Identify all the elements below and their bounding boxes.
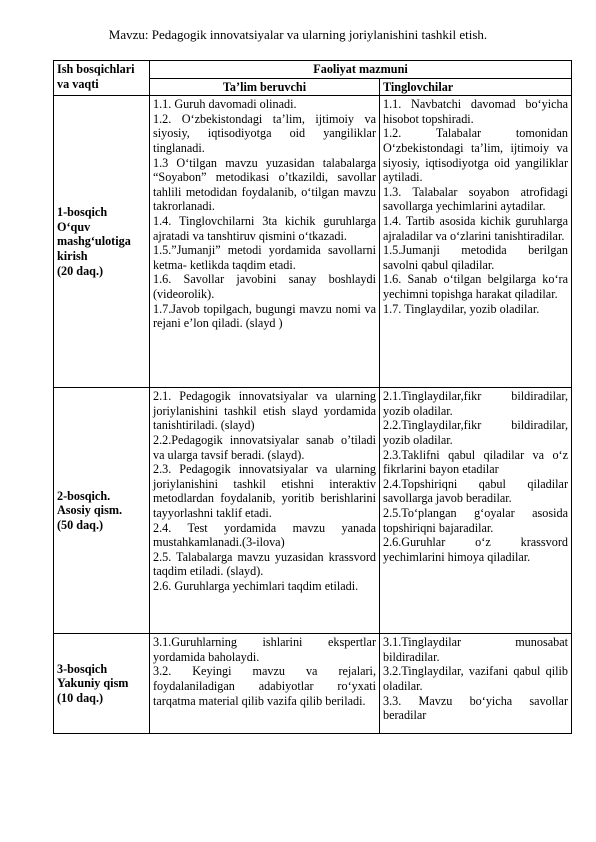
teacher-item: 1.1. Guruh davomadi olinadi. bbox=[153, 97, 297, 112]
student-item: 2.6.Guruhlar o‘z krassvord yechimlarini himoya qiladilar. bbox=[383, 535, 569, 564]
stage-cell bbox=[54, 388, 150, 634]
stage-line: 1-bosqich bbox=[57, 205, 108, 220]
teacher-item: 2.2.Pedagogik innovatsiyalar sanab o’tiladi va ularga tavsif beradi. (slayd). bbox=[153, 432, 376, 462]
teacher-item: 2.1. Pedagogik innovatsiyalar va ularning joriylanishini tashkil etish slayd yordamida tanishtiriladi. (slayd) bbox=[153, 389, 376, 433]
teacher-cell bbox=[150, 96, 380, 388]
teacher-item: 2.6. Guruhlarga yechimlari taqdim etiladi. bbox=[153, 578, 359, 593]
teacher-item: 3.2. Keyingi mavzu va rejalari, foydalaniladigan adabiyotlar ro‘yxati tarqatma material qilib vazifa qilib beriladi. bbox=[153, 664, 376, 708]
student-item: 3.1.Tinglaydilar munosabat bildiradilar. bbox=[383, 635, 569, 664]
teacher-item: 1.7.Javob topilgach, bugungi mavzu nomi va rejani e’lon qiladi. (slayd ) bbox=[153, 301, 376, 331]
teacher-item: 2.3. Pedagogik innovatsiyalar va ularning joriylanishini tashkil etishni interaktiv metodlardan foydalanib, yoritib berishlarini tayyorlashni taklif etadi. bbox=[153, 462, 376, 520]
stage-line: Asosiy qism. bbox=[57, 503, 123, 518]
table-row bbox=[54, 634, 572, 734]
student-item: 3.3. Mavzu bo‘yicha savollar beradilar bbox=[383, 693, 569, 723]
header-content-group: Faoliyat mazmuni bbox=[150, 61, 572, 79]
stage-line: (20 daq.) bbox=[57, 263, 104, 278]
stage-line: mashg‘ulotiga bbox=[57, 234, 131, 249]
student-item: 1.7. Tinglaydilar, yozib oladilar. bbox=[383, 301, 540, 316]
teacher-item: 1.3 O‘tilgan mavzu yuzasidan talabalarga “Soyabon” metodikasi o’tkazildi, savollar tahlili metodidan foydalanib, o‘tilgan mavzu takrorlanadi. bbox=[153, 155, 376, 214]
student-item: 1.1. Navbatchi davomad bo‘yicha hisobot topshiradi. bbox=[383, 97, 569, 126]
stage-line: 2-bosqich. bbox=[57, 488, 111, 503]
stage-line: (50 daq.) bbox=[57, 517, 104, 532]
page-title: Mavzu: Pedagogik innovatsiyalar va ularning joriylanishini tashkil etish. bbox=[108, 27, 488, 42]
stage-line: 3-bosqich bbox=[57, 661, 108, 676]
stage-line: (10 daq.) bbox=[57, 690, 104, 705]
student-item: 1.3. Talabalar soyabon atrofidagi savollarga yechimlarini aytadilar. bbox=[383, 184, 569, 214]
teacher-item: 2.5. Talabalarga mavzu yuzasidan krassvord taqdim etiladi. (slayd). bbox=[153, 549, 376, 579]
teacher-item: 1.6. Savollar javobini sanay boshlaydi (videorolik). bbox=[153, 272, 376, 301]
student-item: 1.2. Talabalar tomonidan O‘zbekistondagi ta’lim, ijtimoiy va siyosiy, iqtisodiyotga oid yangiliklar aytiladi. bbox=[383, 126, 569, 185]
student-item: 2.1.Tinglaydilar,fikr bildiradilar, yozib oladilar. bbox=[383, 389, 569, 418]
header-stage: Ish bosqichlari va vaqti bbox=[54, 61, 150, 96]
students-cell bbox=[380, 96, 572, 388]
student-item: 1.6. Sanab o‘tilgan belgilarga ko‘ra yechimni topishga harakat qiladilar. bbox=[383, 272, 569, 301]
student-item: 2.5.To‘plangan g‘oyalar asosida topshiriqni bajaradilar. bbox=[383, 505, 569, 535]
student-item: 2.2.Tinglaydilar,fikr bildiradilar, yozib oladilar. bbox=[383, 418, 569, 447]
teacher-item: 1.4. Tinglovchilarni 3ta kichik guruhlarga ajratadi va tanshtiruv qismini o‘tkazadi. bbox=[153, 213, 376, 243]
teacher-cell bbox=[150, 634, 380, 734]
stage-cell bbox=[54, 634, 150, 734]
student-item: 2.3.Taklifni qabul qiladilar va o‘z fikrlarini bayon etadilar bbox=[383, 447, 569, 477]
header-students: Tinglovchilar bbox=[380, 78, 572, 96]
stage-line: O‘quv bbox=[57, 219, 91, 234]
header-teacher: Ta’lim beruvchi bbox=[150, 78, 380, 96]
teacher-item: 3.1.Guruhlarning ishlarini ekspertlar yordamida baholaydi. bbox=[153, 635, 376, 664]
table-row bbox=[54, 388, 572, 634]
teacher-cell bbox=[150, 388, 380, 634]
stage-line: Yakuniy qism bbox=[57, 676, 129, 691]
header-row-1 bbox=[54, 61, 572, 79]
students-cell bbox=[380, 388, 572, 634]
lesson-plan-table bbox=[53, 60, 572, 734]
students-cell bbox=[380, 634, 572, 734]
table-row bbox=[54, 96, 572, 388]
student-item: 2.4.Topshiriqni qabul qiladilar savollarga javob beradilar. bbox=[383, 476, 569, 506]
stage-cell bbox=[54, 96, 150, 388]
student-item: 1.4. Tartib asosida kichik guruhlarga ajraladilar va o‘zlarini tanishtiradilar. bbox=[383, 213, 569, 243]
stage-line: kirish bbox=[57, 248, 88, 263]
teacher-item: 1.5.”Jumanji” metodi yordamida savollarni ketma- ketlikda taqdim etadi. bbox=[153, 243, 376, 272]
teacher-item: 2.4. Test yordamida mavzu yanada mustahkamlanadi.(3-ilova) bbox=[153, 520, 376, 550]
student-item: 3.2.Tinglaydilar, vazifani qabul qilib oladilar. bbox=[383, 664, 569, 693]
teacher-item: 1.2. O‘zbekistondagi ta’lim, ijtimoiy va siyosiy, iqtisodiyotga oid yangiliklar tinglanadi. bbox=[153, 111, 376, 155]
student-item: 1.5.Jumanji metodida berilgan savolni qabul qiladilar. bbox=[383, 243, 569, 272]
